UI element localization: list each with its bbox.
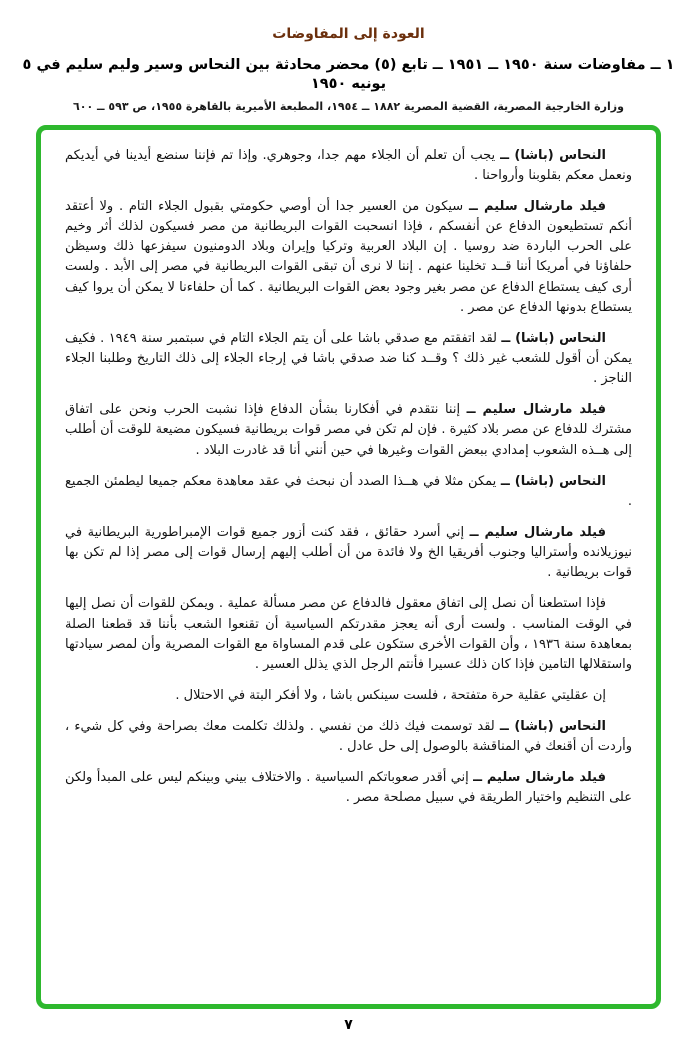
paragraph-text: إن عقليتي عقلية حرة متفتحة ، فلست سينكس باشا ، ولا أفكر البتة في الاحتلال .	[175, 687, 606, 703]
speaker-name: فيلد مارشال سليم ــ	[468, 198, 606, 214]
speaker-name: فيلد مارشال سليم ــ	[473, 770, 606, 786]
paragraph-text: إننا نتقدم في أفكارنا بشأن الدفاع فإذا نشبت الحرب ونحن على اتفاق مشترك للدفاع عن مصر بلاد كثيرة . فإن لم تكن في مصر قوات بريطانية فسيكون مضيعة للوقت أن أطلب إلى هــذه الشعوب إمدادي ببعض القوات وغيرها في حين أنني أنا قد غادرت البلاد .	[65, 402, 632, 458]
back-to-negotiations-link[interactable]: العودة إلى المفاوضات	[272, 26, 425, 42]
paragraph-text: فإذا استطعنا أن نصل إلى اتفاق معقول فالدفاع عن مصر مسألة عملية . ويمكن للقوات أن نصل إليها في الوقت المناسب . ولست أرى أنه يعجز مقدرتكم السياسية أن تقنعوا الشعب بأننا قد قطعنا الصلة بمعاهدة سنة ١٩٣٦ ، وأن القوات الأخرى ستكون على قدم المساواة مع القوات المصرية وأن لمصر سيادتها واستقلالها التامين فإذا كان ذلك عسيرا فأنتم الرجل الذي يذلل العسير .	[65, 596, 632, 672]
paragraph-text: إني أقدر صعوباتكم السياسية . والاختلاف بيني وبينكم ليس على المبدأ ولكن على التنظيم واختيار الطريقة في سبيل مصلحة مصر .	[65, 770, 632, 806]
paragraph-text: لقد اتفقتم مع صدقي باشا على أن يتم الجلاء التام في سبتمبر سنة ١٩٤٩ . فكيف يمكن أن أقول للشعب غير ذلك ؟ وقــد كنا ضد صدقي باشا في إرجاء الجلاء إلى ذلك التاريخ وطلبنا الجلاء الناجز .	[65, 330, 632, 387]
speaker-name: فيلد مارشال سليم ــ	[469, 524, 606, 540]
speaker-name: النحاس (باشا) ــ	[501, 330, 607, 346]
paragraph	[65, 197, 632, 318]
paragraph-text: يمكن مثلا في هــذا الصدد أن نبحث في عقد معاهدة معكم جميعا ليطمئن الجميع .	[65, 473, 632, 509]
speaker-name: فيلد مارشال سليم ــ	[466, 402, 606, 418]
paragraph	[65, 329, 632, 389]
page-number: ٧	[344, 1016, 353, 1033]
paragraph	[65, 523, 632, 583]
speaker-name: النحاس (باشا) ــ	[500, 473, 606, 489]
paragraph-text: يجب أن تعلم أن الجلاء مهم جدا، وجوهري. وإذا تم فإننا سنضع أيدينا في أيديكم ونعمل معكم بقلوبنا وأرواحنا .	[65, 147, 632, 183]
paragraph	[65, 686, 632, 706]
paragraph	[65, 472, 632, 512]
scanned-document-frame	[36, 125, 661, 1009]
speaker-name: النحاس (باشا) ــ	[500, 147, 606, 163]
paragraph	[65, 594, 632, 675]
paragraph	[65, 717, 632, 757]
paragraph-text: سيكون من العسير جدا أن أوصي حكومتي بقبول الجلاء التام . ولا أعتقد أنكم تستطيعون الدفاع عن أنفسكم ، فإذا انسحبت القوات البريطانية من مصر فسيكون لذلك أثر وخيم على الحرب الباردة ضد روسيا . إن البلاد العربية وتركيا وإيران وبلاد الدومنيون سيفزعها ذلك وسيظن حلفاؤنا في أمريكا أننا قــد تخلينا عنهم . إننا لا نرى أن تبقى القوات البريطانية في مصر إلى الأبد . ولست أرى كيف يستطاع الدفاع عن مصر بغير وجود بعض القوات البريطانية . كما أن حلفاءنا لا يمكن أن يروا كيف يستطاع بدونها الدفاع عن مصر .	[65, 198, 632, 315]
document-heading: ١ ــ مفاوضات سنة ١٩٥٠ ــ ١٩٥١ ــ تابع (٥) محضر محادثة بين النحاس وسير وليم سليم في ٥ يونيه ١٩٥٠	[22, 57, 675, 92]
paragraph	[65, 146, 632, 186]
paragraph	[65, 768, 632, 808]
paragraph	[65, 400, 632, 460]
document-source-citation: وزارة الخارجية المصرية، القضية المصرية ١٨٨٢ ــ ١٩٥٤، المطبعة الأميرية بالقاهرة ١٩٥٥، ص ٥٩٣ ــ ٦٠٠	[73, 99, 624, 113]
paragraph-text: لقد توسمت فيك ذلك من نفسي . ولذلك تكلمت معك بصراحة وفي كل شيء ، وأردت أن أقنعك في المناقشة بالوصول إلى حل عادل .	[65, 719, 632, 755]
speaker-name: النحاس (باشا) ــ	[499, 719, 606, 735]
paragraph-text: إني أسرد حقائق ، فقد كنت أزور جميع قوات الإمبراطورية البريطانية في نيوزيلانده وأستراليا وجنوب أفريقيا الخ ولا فائدة من أن أطلب إليهم إرسال قوات إلى مصر إذا لم تكن بها قوات بريطانية .	[65, 524, 632, 581]
